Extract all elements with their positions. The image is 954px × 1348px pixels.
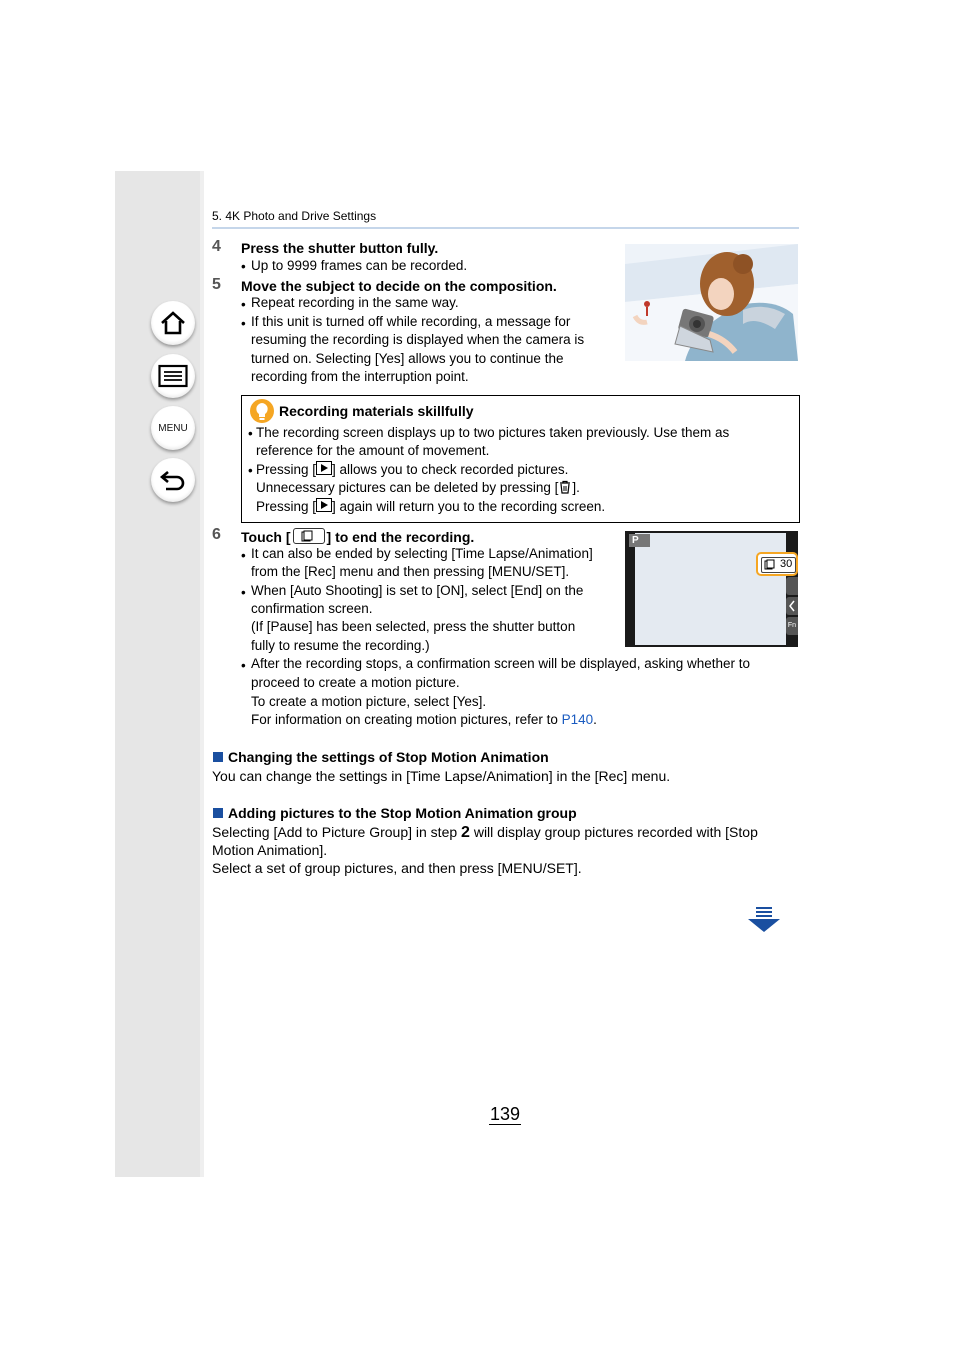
step-text: For information on creating motion pictures, refer to P140. — [251, 712, 597, 727]
tip-text: Unnecessary pictures can be deleted by pressing [ ]. — [256, 480, 580, 495]
step-text: confirmation screen. — [251, 601, 373, 616]
tip-text: Pressing [ ] again will return you to the recording screen. — [256, 499, 606, 514]
bullet-dot: • — [241, 316, 246, 331]
header-rule — [212, 227, 799, 229]
step-text: from the [Rec] menu and then pressing [MENU/SET]. — [251, 564, 570, 579]
section-text: Motion Animation]. — [212, 842, 328, 858]
stop-motion-icon — [764, 559, 776, 571]
playback-icon — [316, 461, 332, 475]
screen-area — [635, 533, 786, 645]
breadcrumb: 5. 4K Photo and Drive Settings — [212, 209, 377, 223]
step-title: Press the shutter button fully. — [241, 240, 439, 256]
step-text: (If [Pause] has been selected, press the shutter button — [251, 619, 576, 634]
touch-tab[interactable] — [786, 577, 798, 595]
section-marker — [213, 752, 223, 762]
section-text: Select a set of group pictures, and then press [MENU/SET]. — [212, 860, 582, 876]
tip-text: The recording screen displays up to two pictures taken previously. Use them as — [256, 425, 730, 440]
fn-tab[interactable]: Fn — [786, 617, 798, 635]
next-page-arrow-icon[interactable] — [748, 907, 780, 933]
playback-icon — [316, 498, 332, 512]
step-text: When [Auto Shooting] is set to [ON], select [End] on the — [251, 583, 584, 598]
sidebar-edge — [200, 171, 204, 1177]
page-number: 139 — [490, 1104, 521, 1124]
step-text: Up to 9999 frames can be recorded. — [251, 258, 468, 273]
bullet-dot: • — [241, 548, 246, 563]
step-number: 4 — [212, 238, 221, 255]
list-icon — [158, 364, 188, 388]
section-marker — [213, 808, 223, 818]
step-text: If this unit is turned off while recording, a message for — [251, 314, 571, 329]
end-recording-touch-button[interactable] — [756, 552, 798, 576]
step-text: proceed to create a motion picture. — [251, 675, 460, 690]
section-text: You can change the settings in [Time Lapse/Animation] in the [Rec] menu. — [212, 768, 671, 784]
step-number: 6 — [212, 526, 221, 543]
step-text: recording from the interruption point. — [251, 369, 469, 384]
bullet-dot: • — [248, 463, 253, 478]
step-title: Move the subject to decide on the composition. — [241, 278, 557, 294]
bullet-dot: • — [241, 297, 246, 312]
mode-badge: P — [629, 534, 650, 547]
section-text: Selecting [Add to Picture Group] in step 2 will display group pictures recorded with [Stop — [212, 824, 758, 841]
step-text: To create a motion picture, select [Yes]. — [251, 694, 487, 709]
woman-camera-illustration — [625, 244, 798, 361]
page-number-underline — [489, 1124, 521, 1125]
home-icon — [159, 309, 187, 337]
camera-screen — [625, 531, 798, 647]
bullet-dot: • — [248, 426, 253, 441]
tip-text: reference for the amount of movement. — [256, 443, 490, 458]
menu-label: MENU — [158, 422, 188, 434]
touch-tab-arrow[interactable] — [786, 597, 798, 615]
frame-count: 30 — [780, 558, 793, 570]
bullet-dot: • — [241, 259, 246, 274]
step-text: It can also be ended by selecting [Time Lapse/Animation] — [251, 546, 593, 561]
bullet-dot: • — [241, 585, 246, 600]
tip-box — [241, 395, 800, 523]
step-title: Touch [ ] to end the recording. — [241, 529, 475, 545]
section-heading: Adding pictures to the Stop Motion Animation group — [228, 805, 577, 821]
tip-title: Recording materials skillfully — [279, 403, 474, 419]
home-button[interactable] — [151, 301, 195, 345]
step-text: Repeat recording in the same way. — [251, 295, 459, 310]
trash-icon — [558, 480, 572, 494]
back-arrow-icon — [159, 467, 187, 493]
step-text: After the recording stops, a confirmation screen will be displayed, asking whether to — [251, 656, 751, 671]
end-recording-icon — [293, 528, 325, 544]
toc-button[interactable] — [151, 354, 195, 398]
step-text: resuming the recording is displayed when the camera is — [251, 332, 585, 347]
step-text: turned on. Selecting [Yes] allows you to continue the — [251, 351, 564, 366]
chevron-left-icon — [786, 597, 798, 615]
step-number: 5 — [212, 276, 221, 293]
page-link[interactable]: P140 — [561, 712, 594, 727]
bullet-dot: • — [241, 658, 246, 673]
back-button[interactable] — [151, 458, 195, 502]
step-text: fully to resume the recording.) — [251, 638, 430, 653]
menu-button[interactable] — [151, 406, 195, 450]
tip-text: Pressing [ ] allows you to check recorded pictures. — [256, 462, 569, 477]
section-heading: Changing the settings of Stop Motion Animation — [228, 749, 549, 765]
lightbulb-icon — [250, 399, 274, 423]
